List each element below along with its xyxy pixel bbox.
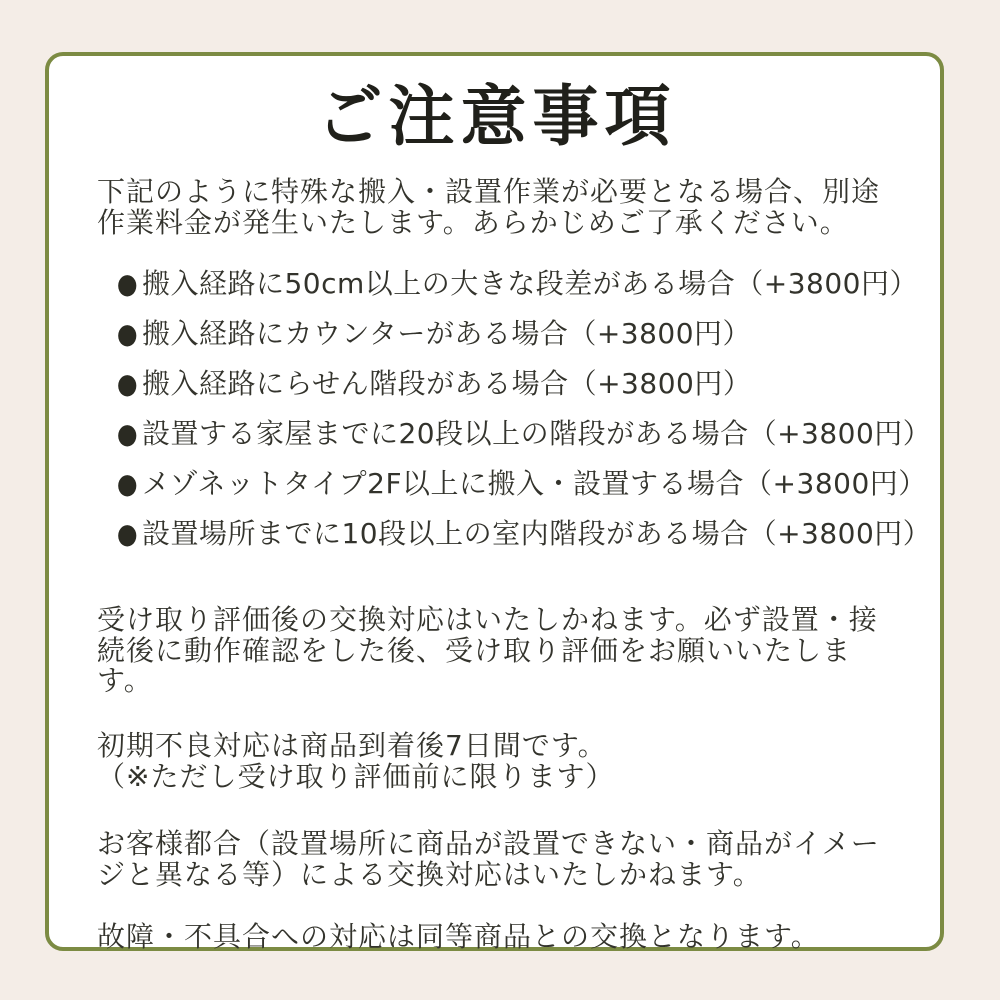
bullet-icon: ● <box>116 266 139 300</box>
page-title: ご注意事項 <box>316 78 677 155</box>
note-paragraph-initial-defect <box>97 731 896 793</box>
intro-paragraph: 下記のように特殊な搬入・設置作業が必要となる場合、別途作業料金が発生いたします。あらかじめご了承ください。 <box>97 175 881 240</box>
bullet-icon: ● <box>116 316 139 350</box>
note-line: （※ただし受け取り評価前に限ります） <box>97 760 615 794</box>
list-item <box>115 266 918 300</box>
bullet-icon: ● <box>116 416 139 450</box>
note-line: 受け取り評価後の交換対応はいたしかねます。必ず設置・接続後に動作確認をした後、受け取り評価をお願いいたします。 <box>97 602 878 698</box>
fee-item-text: メゾネットタイプ2F以上に搬入・設置する場合（+3800円） <box>141 466 927 500</box>
bullet-icon: ● <box>116 366 139 400</box>
note-paragraph-malfunction <box>97 922 896 953</box>
list-item <box>115 466 927 500</box>
note-line: 初期不良対応は商品到着後7日間です。 <box>97 729 607 763</box>
list-item <box>115 516 932 550</box>
fee-item-text: 搬入経路にらせん階段がある場合（+3800円） <box>141 366 752 400</box>
fee-item-text: 設置する家屋までに20段以上の階段がある場合（+3800円） <box>141 416 932 450</box>
extra-fee-list <box>97 266 932 550</box>
list-item <box>115 366 896 400</box>
note-paragraph-evaluation <box>97 602 896 698</box>
note-paragraph-customer-reason <box>97 826 896 891</box>
note-line: 故障・不具合への対応は同等商品との交換となります。 <box>97 920 820 954</box>
fee-item-text: 搬入経路に50cm以上の大きな段差がある場合（+3800円） <box>141 266 918 300</box>
note-line: お客様都合（設置場所に商品が設置できない・商品がイメージと異なる等）による交換対応はいたしかねます。 <box>97 826 880 891</box>
bullet-icon: ● <box>116 516 139 550</box>
fee-item-text: 設置場所までに10段以上の室内階段がある場合（+3800円） <box>141 516 932 550</box>
fee-item-text: 搬入経路にカウンターがある場合（+3800円） <box>141 316 752 350</box>
bullet-icon: ● <box>116 466 139 500</box>
list-item <box>115 416 932 450</box>
list-item <box>115 316 896 350</box>
notice-card <box>45 52 944 954</box>
